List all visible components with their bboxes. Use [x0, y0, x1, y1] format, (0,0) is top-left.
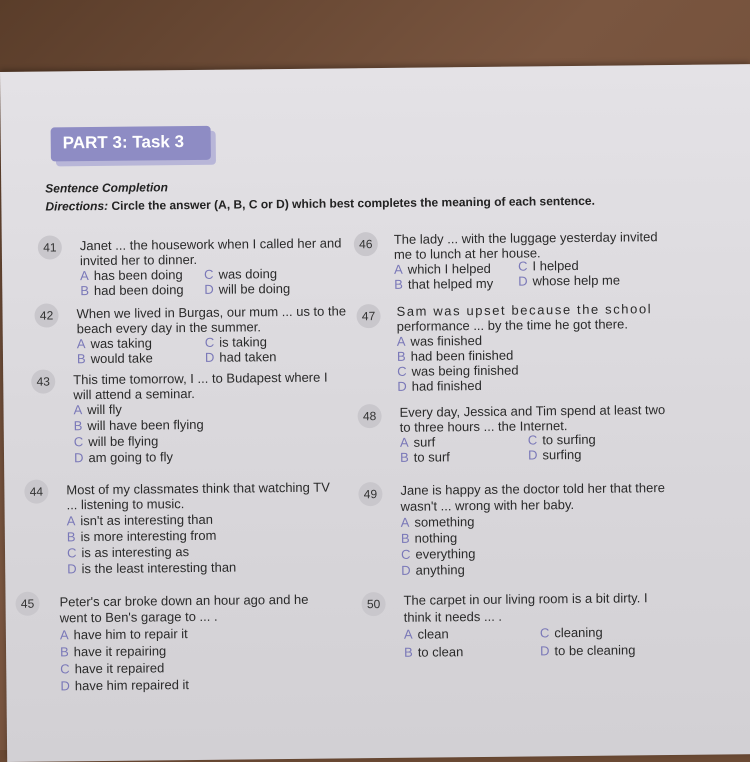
option-c[interactable]: [205, 334, 267, 350]
option-c[interactable]: [60, 660, 164, 676]
question-line: invited her to dinner.: [79, 251, 198, 269]
question-number: 47: [356, 304, 380, 328]
option-text: surfing: [542, 446, 582, 463]
option-text: have him to repair it: [73, 626, 188, 643]
question-number: 49: [358, 482, 382, 506]
option-letter: C: [539, 625, 550, 641]
option-d[interactable]: [528, 447, 582, 463]
question-line: me to lunch at her house.: [393, 245, 541, 262]
worksheet-page: [0, 64, 750, 762]
option-text: had been finished: [410, 347, 514, 364]
option-a[interactable]: [401, 514, 475, 530]
part-banner: [51, 126, 211, 162]
option-letter: D: [401, 562, 411, 578]
question-line: Sam was upset because the school: [396, 301, 653, 319]
option-letter: D: [204, 349, 215, 365]
question-number: 43: [31, 369, 55, 393]
directions: [45, 194, 595, 214]
question-line: think it needs ... .: [403, 608, 503, 625]
option-a[interactable]: [394, 261, 491, 277]
option-letter: B: [394, 276, 403, 292]
option-letter: A: [59, 627, 69, 643]
option-text: I helped: [532, 257, 579, 274]
option-text: which I helped: [407, 260, 491, 277]
option-text: have it repairing: [73, 643, 167, 660]
question-line: Janet ... the housework when I called her and: [79, 235, 342, 254]
option-letter: B: [66, 529, 76, 545]
question-line: Every day, Jessica and Tim spend at least two: [399, 402, 666, 420]
option-c[interactable]: [74, 433, 159, 449]
option-letter: D: [60, 678, 70, 694]
option-text: had taken: [219, 349, 277, 365]
option-text: had finished: [411, 377, 482, 394]
option-text: was being finished: [411, 362, 519, 379]
option-text: was doing: [218, 266, 278, 282]
option-text: isn't as interesting than: [80, 511, 214, 529]
option-d[interactable]: [397, 378, 482, 394]
question-line: wasn't ... wrong with her baby.: [400, 497, 575, 514]
option-letter: B: [400, 530, 410, 546]
option-text: have it repaired: [74, 660, 165, 677]
option-c[interactable]: [401, 546, 476, 562]
option-a[interactable]: [80, 267, 183, 283]
option-letter: B: [76, 351, 86, 367]
option-text: is as interesting as: [81, 544, 190, 561]
option-b[interactable]: [404, 644, 463, 660]
question-line: performance ... by the time he got there.: [396, 316, 628, 334]
option-letter: B: [399, 449, 409, 465]
option-a[interactable]: [67, 512, 213, 529]
question-line: The lady ... with the luggage yesterday invited: [393, 229, 658, 247]
option-text: everything: [415, 546, 476, 562]
option-text: surf: [413, 434, 436, 450]
option-text: to surfing: [542, 431, 596, 448]
question-number: 50: [361, 592, 385, 616]
option-letter: D: [204, 281, 214, 297]
question-line: to three hours ... the Internet.: [399, 418, 568, 435]
question-line: beach every day in the summer.: [76, 319, 262, 337]
option-text: will fly: [87, 401, 122, 418]
option-text: have him repaired it: [74, 677, 190, 694]
option-text: to be cleaning: [554, 642, 636, 659]
option-text: nothing: [414, 530, 458, 546]
option-letter: D: [527, 447, 538, 463]
option-letter: A: [403, 626, 413, 642]
option-text: something: [414, 514, 475, 530]
option-text: will be doing: [218, 280, 291, 297]
question-number: 45: [15, 592, 39, 616]
option-text: is more interesting from: [80, 527, 217, 545]
option-d[interactable]: [205, 349, 277, 365]
option-d[interactable]: [60, 677, 189, 693]
option-a[interactable]: [77, 335, 152, 351]
option-text: is taking: [219, 334, 268, 350]
option-b[interactable]: [60, 643, 166, 659]
question-line: went to Ben's garage to ... .: [59, 608, 218, 626]
option-text: would take: [90, 350, 153, 367]
option-b[interactable]: [74, 417, 204, 433]
question-line: will attend a seminar.: [73, 385, 195, 403]
option-text: was finished: [410, 332, 483, 349]
question-line: ... listening to music.: [66, 496, 185, 513]
option-letter: C: [73, 434, 84, 450]
question-line: Jane is happy as the doctor told her that there: [400, 480, 665, 498]
option-text: was taking: [90, 335, 153, 352]
option-letter: C: [517, 258, 528, 274]
option-letter: C: [527, 432, 538, 448]
option-a[interactable]: [73, 402, 121, 418]
option-c[interactable]: [528, 432, 596, 448]
option-letter: C: [60, 661, 70, 677]
option-letter: A: [66, 513, 76, 529]
option-a[interactable]: [397, 333, 482, 349]
option-letter: C: [204, 266, 214, 282]
option-text: to surf: [413, 449, 450, 465]
option-text: will have been flying: [87, 416, 204, 434]
option-b[interactable]: [401, 530, 457, 546]
question-line: When we lived in Burgas, our mum ... us to the: [76, 303, 347, 322]
option-text: cleaning: [554, 624, 603, 641]
option-letter: B: [80, 283, 90, 299]
option-c[interactable]: [67, 544, 189, 560]
option-c[interactable]: [397, 363, 519, 379]
option-letter: A: [80, 268, 89, 284]
option-letter: D: [540, 643, 550, 659]
question-number: 44: [24, 480, 48, 504]
section-title: Sentence Completion: [45, 180, 168, 196]
question-line: Peter's car broke down an hour ago and he: [59, 591, 309, 610]
option-letter: C: [204, 334, 215, 350]
directions-text: Circle the answer (A, B, C or D) which best completes the meaning of each sentence.: [111, 193, 595, 213]
option-text: is the least interesting than: [81, 559, 237, 577]
option-letter: B: [59, 644, 69, 660]
option-d[interactable]: [401, 562, 465, 578]
option-b[interactable]: [67, 528, 217, 545]
option-a[interactable]: [60, 626, 188, 642]
question-line: This time tomorrow, I ... to Budapest where I: [73, 369, 328, 388]
option-text: had been doing: [93, 282, 184, 299]
option-text: that helped my: [407, 275, 494, 292]
option-d[interactable]: [74, 449, 173, 465]
option-b[interactable]: [77, 350, 153, 366]
question-number: 41: [38, 235, 62, 259]
option-d[interactable]: [204, 281, 290, 297]
option-letter: D: [397, 378, 407, 394]
option-c[interactable]: [518, 258, 579, 274]
option-text: will be flying: [88, 433, 159, 450]
option-letter: C: [66, 545, 77, 561]
question-number: 46: [354, 232, 378, 256]
option-text: whose help me: [532, 272, 621, 289]
option-letter: A: [399, 434, 409, 450]
option-c[interactable]: [204, 266, 277, 282]
option-text: to clean: [417, 644, 464, 660]
option-letter: B: [73, 418, 83, 434]
option-letter: A: [76, 336, 86, 352]
option-d[interactable]: [540, 642, 635, 658]
option-letter: C: [397, 363, 407, 379]
option-text: clean: [417, 626, 449, 642]
option-b[interactable]: [80, 282, 183, 298]
option-letter: D: [67, 561, 77, 577]
question-number: 42: [34, 303, 58, 327]
option-c[interactable]: [540, 625, 603, 641]
option-letter: D: [73, 450, 84, 466]
option-letter: D: [518, 273, 528, 289]
option-letter: A: [394, 261, 403, 277]
question-line: Most of my classmates think that watching TV: [66, 479, 330, 498]
option-letter: B: [404, 644, 413, 660]
option-a[interactable]: [400, 434, 435, 449]
option-letter: A: [73, 402, 83, 418]
option-b[interactable]: [400, 449, 450, 465]
option-letter: C: [400, 546, 411, 562]
option-letter: A: [396, 333, 406, 349]
option-text: anything: [415, 562, 465, 578]
question-number: 48: [357, 404, 381, 428]
option-text: am going to fly: [88, 449, 174, 466]
option-a[interactable]: [404, 626, 449, 641]
part-title: PART 3: Task 3: [62, 132, 185, 153]
option-text: has been doing: [93, 267, 183, 284]
directions-label: Directions:: [45, 198, 109, 214]
option-d[interactable]: [67, 560, 236, 577]
question-line: The carpet in our living room is a bit dirty. I: [403, 590, 648, 608]
option-letter: A: [400, 514, 410, 530]
option-letter: B: [396, 348, 406, 364]
option-b[interactable]: [397, 348, 513, 364]
option-b[interactable]: [394, 276, 493, 292]
option-d[interactable]: [518, 273, 620, 289]
